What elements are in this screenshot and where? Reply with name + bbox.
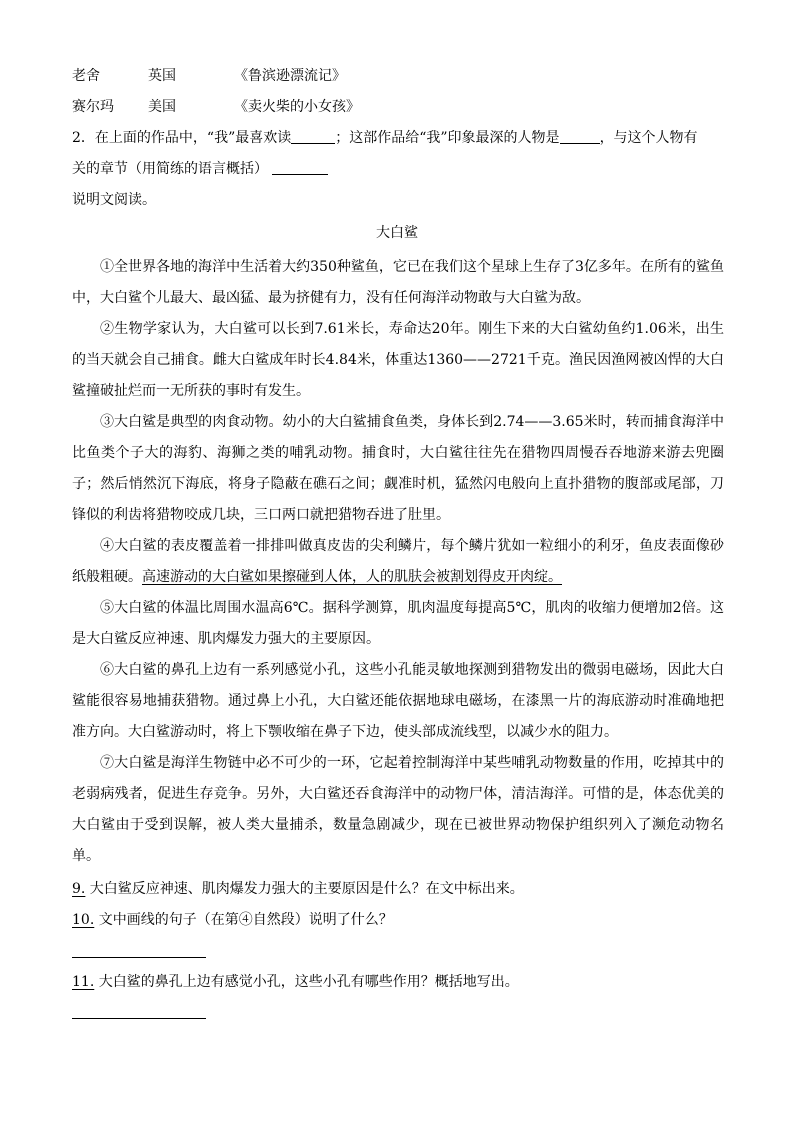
question-10 xyxy=(72,910,393,930)
question-number: 10. xyxy=(72,912,95,928)
author-name: 赛尔玛 xyxy=(72,99,114,115)
section-label: 说明文阅读。 xyxy=(72,192,156,208)
question-text: 大白鲨反应神速、肌肉爆发力强大的主要原因是什么？在文中标出来。 xyxy=(85,881,524,897)
author-country: 美国 xyxy=(148,99,176,115)
question-2-line-1 xyxy=(72,128,698,148)
author-name: 老舍 xyxy=(72,68,100,84)
author-row-2 xyxy=(72,97,360,117)
question-text: 大白鲨的鼻孔上边有感觉小孔，这些小孔有哪些作用？概括地写出。 xyxy=(94,974,519,990)
question-2-text-b: ；这部作品给“我”印象最深的人物是 xyxy=(335,130,560,146)
author-row-1 xyxy=(72,66,346,86)
article-paragraph-4 xyxy=(72,531,724,593)
answer-blank[interactable] xyxy=(291,129,335,144)
paragraph-4-text: ④大白鲨的表皮覆盖着一排排叫做真皮齿的尖利鳞片，每个鳞片犹如一粒细小的利牙，鱼皮表面像砂纸般粗硬。 xyxy=(72,538,724,585)
question-2-text-c: ，与这个人物有 xyxy=(599,130,698,146)
question-number: 9. xyxy=(72,881,86,897)
author-country: 英国 xyxy=(148,68,176,84)
question-2-text-a: 2．在上面的作品中，“我”最喜欢读 xyxy=(72,130,292,146)
answer-line[interactable] xyxy=(72,1018,206,1019)
question-number: 11. xyxy=(72,974,95,990)
article-paragraph-2: ②生物学家认为，大白鲨可以长到7.61米长，寿命达20年。刚生下来的大白鲨幼鱼约1.06米，出生的当天就会自己捕食。雌大白鲨成年时长4.84米，体重达1360——2721千克。渔民因渔网被凶悍的大白鲨撞破扯烂而一无所获的事时有发生。 xyxy=(72,321,724,399)
question-2-text-d: 关的章节（用简练的语言概括） xyxy=(72,161,268,177)
underlined-sentence: 高速游动的大白鲨如果擦碰到人体，人的肌肤会被割划得皮开肉绽。 xyxy=(142,569,562,585)
article-paragraph-5: ⑤大白鲨的体温比周围水温高6℃。据科学测算，肌肉温度每提高5℃，肌肉的收缩力便增加2倍。这是大白鲨反应神速、肌肉爆发力强大的主要原因。 xyxy=(72,600,724,647)
answer-line[interactable] xyxy=(72,957,206,958)
question-11 xyxy=(72,972,519,992)
article-paragraph-7: ⑦大白鲨是海洋生物链中必不可少的一环，它起着控制海洋中某些哺乳动物数量的作用，吃掉其中的老弱病残者，促进生存竞争。另外，大白鲨还吞食海洋中的动物尸体，清洁海洋。可惜的是，体态优美的大白鲨由于受到误解，被人类大量捕杀，数量急剧减少，现在已被世界动物保护组织列入了濒危动物名单。 xyxy=(72,755,724,864)
answer-blank[interactable] xyxy=(560,129,600,144)
author-work: 《卖火柴的小女孩》 xyxy=(234,99,360,115)
article-paragraph-1: ①全世界各地的海洋中生活着大约350种鲨鱼，它已在我们这个星球上生存了3亿多年。在所有的鲨鱼中，大白鲨个儿最大、最凶猛、最为挤健有力，没有任何海洋动物敢与大白鲨为敌。 xyxy=(72,259,724,306)
answer-blank[interactable] xyxy=(272,160,328,175)
question-text: 文中画线的句子（在第④自然段）说明了什么？ xyxy=(94,912,393,928)
author-work: 《鲁滨逊漂流记》 xyxy=(234,68,346,84)
question-2-line-2 xyxy=(72,159,328,179)
article-paragraph-3: ③大白鲨是典型的肉食动物。幼小的大白鲨捕食鱼类，身体长到2.74——3.65米时，转而捕食海洋中比鱼类个子大的海豹、海狮之类的哺乳动物。捕食时，大白鲨往往先在猎物四周慢吞吞地游来游去兜圈子；然后悄然沉下海底，将身子隐蔽在礁石之间；觑准时机，猛然闪电般向上直扑猎物的腹部或尾部，刀锋似的利齿将猎物咬成几块，三口两口就把猎物吞进了肚里。 xyxy=(72,414,724,523)
question-9 xyxy=(72,879,524,899)
article-title: 大白鲨 xyxy=(376,225,418,241)
article-paragraph-6: ⑥大白鲨的鼻孔上边有一系列感觉小孔，这些小孔能灵敏地探测到猎物发出的微弱电磁场，因此大白鲨能很容易地捕获猎物。通过鼻上小孔，大白鲨还能依据地球电磁场，在漆黑一片的海底游动时准确地把准方向。大白鲨游动时，将上下颚收缩在鼻子下边，使头部成流线型，以减少水的阻力。 xyxy=(72,662,724,740)
